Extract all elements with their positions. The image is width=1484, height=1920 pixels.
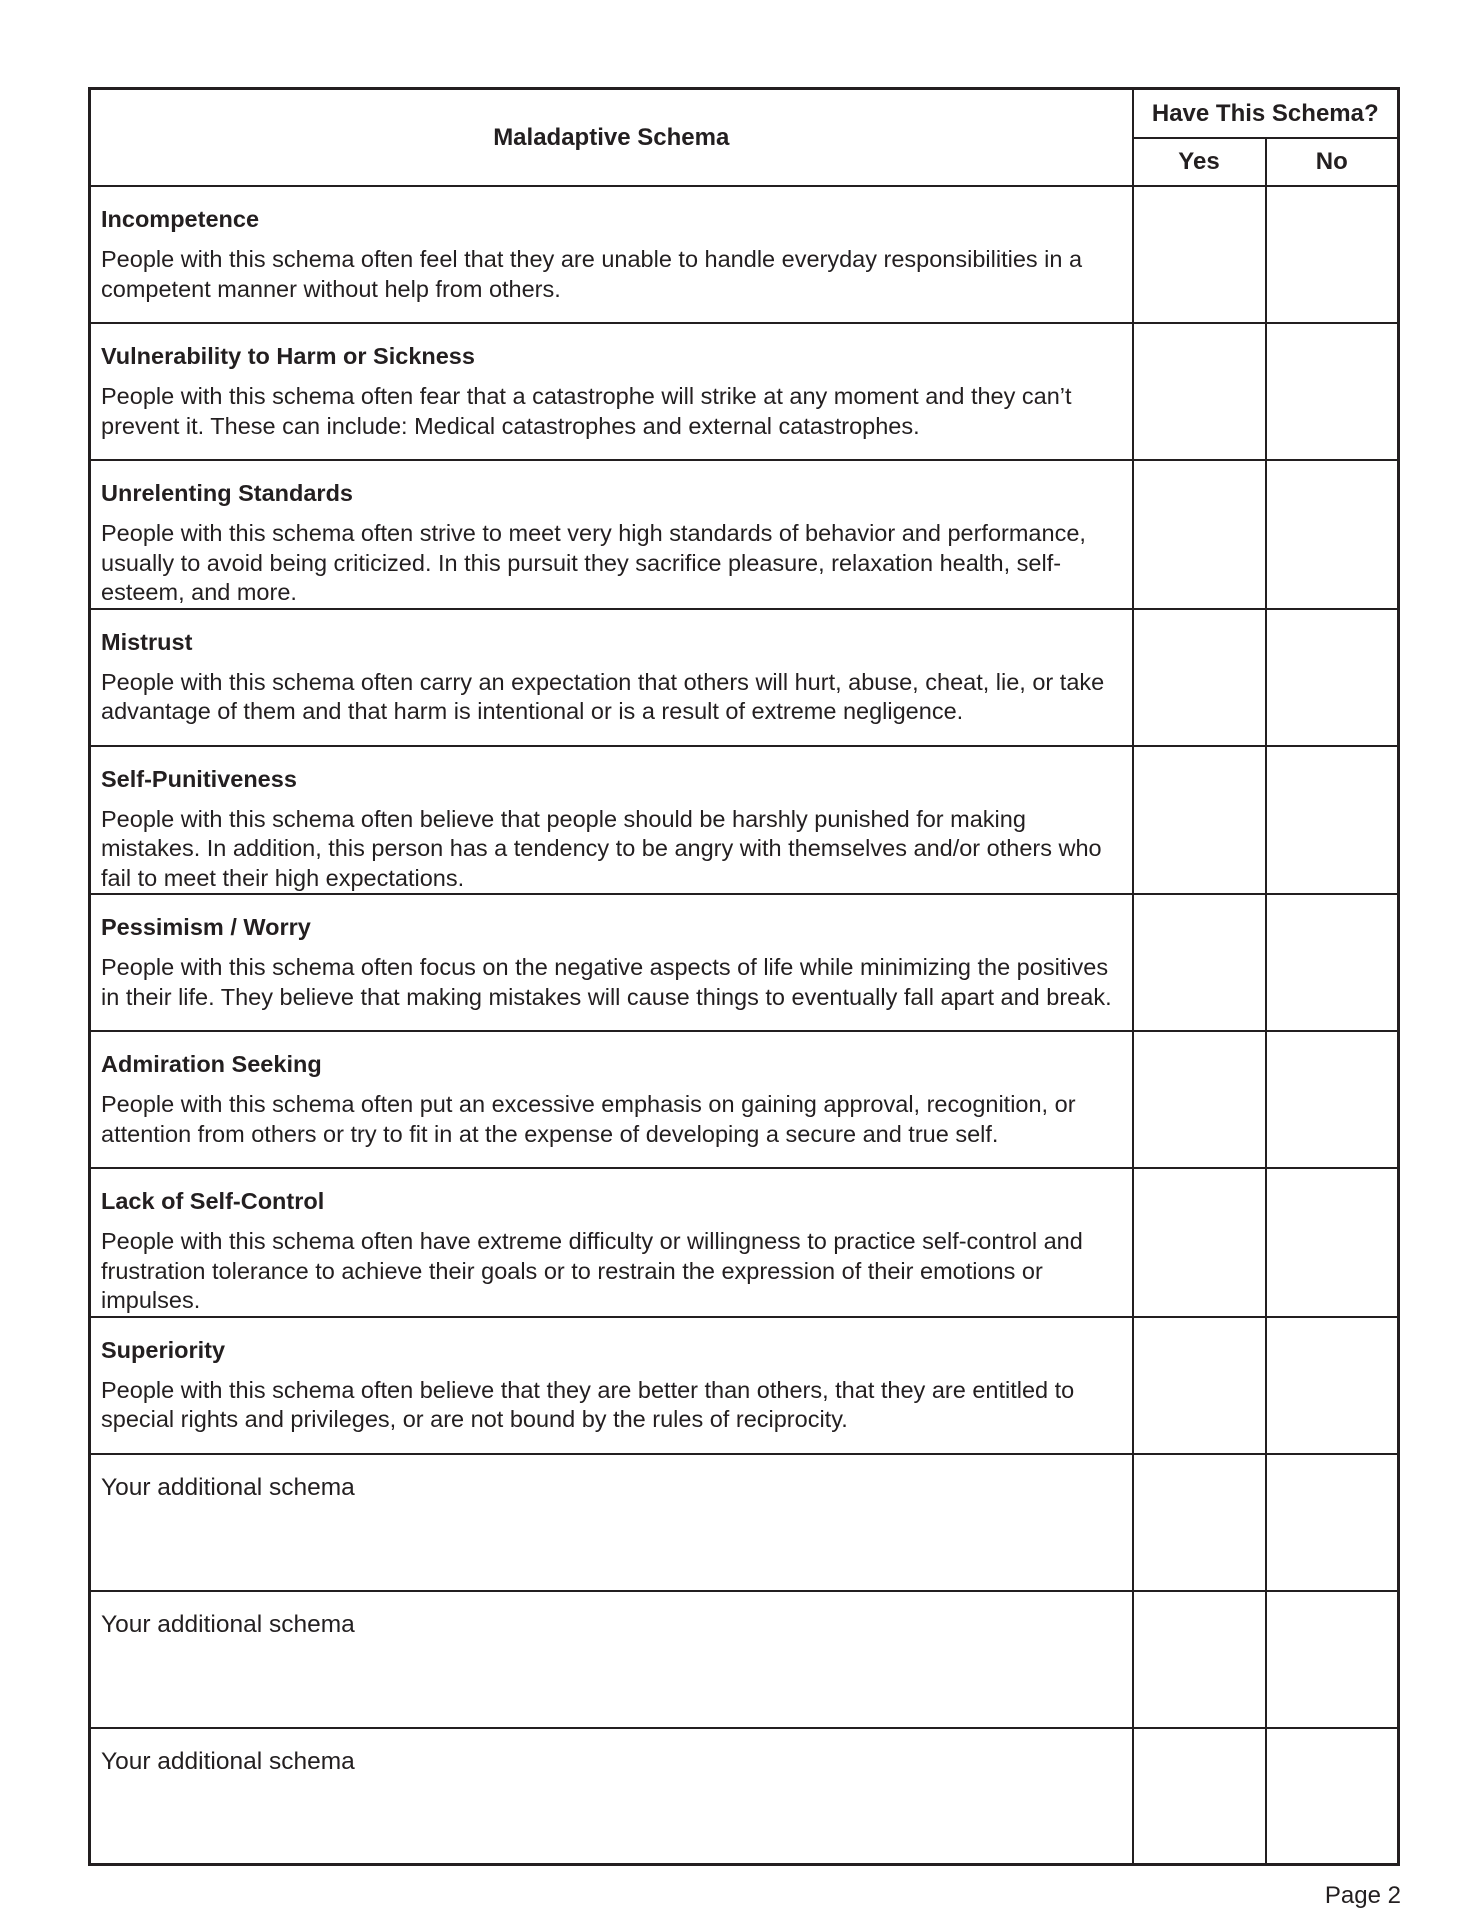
no-checkbox-cell[interactable] xyxy=(1266,186,1399,323)
schema-description-cell xyxy=(90,1168,1133,1317)
yes-checkbox-cell[interactable] xyxy=(1133,460,1266,609)
schema-checklist-table xyxy=(88,87,1400,1866)
no-checkbox-cell[interactable] xyxy=(1266,746,1399,895)
no-checkbox-cell[interactable] xyxy=(1266,1317,1399,1454)
schema-text: People with this schema often feel that they are unable to handle everyday responsibilities in a competent manner without help from others. xyxy=(101,246,1083,302)
no-checkbox-cell[interactable] xyxy=(1266,460,1399,609)
yes-checkbox-cell[interactable] xyxy=(1133,323,1266,460)
additional-schema-field[interactable] xyxy=(90,1591,1133,1728)
additional-schema-label: Your additional schema xyxy=(101,1473,355,1501)
schema-row-mistrust xyxy=(90,609,1399,746)
schema-row-incompetence xyxy=(90,186,1399,323)
schema-text: People with this schema often believe that they are better than others, that they are entitled to special rights and privileges, or are not bound by the rules of reciprocity. xyxy=(101,1376,1075,1432)
schema-title: Incompetence xyxy=(101,206,260,232)
yes-checkbox-cell[interactable] xyxy=(1133,186,1266,323)
schema-title: Lack of Self-Control xyxy=(101,1188,325,1214)
schema-text: People with this schema often believe that people should be harshly punished for making mistakes. In addition, this person has a tendency to be angry with themselves and/or others who fail to meet their high expectations. xyxy=(101,805,1102,891)
schema-row-vulnerability xyxy=(90,323,1399,460)
additional-schema-row xyxy=(90,1591,1399,1728)
schema-description-cell xyxy=(90,323,1133,460)
schema-row-lack-of-self-control xyxy=(90,1168,1399,1317)
additional-schema-field[interactable] xyxy=(90,1454,1133,1591)
no-column-header: No xyxy=(1266,138,1399,186)
schema-description-cell xyxy=(90,460,1133,609)
schema-description-cell xyxy=(90,186,1133,323)
schema-title: Self-Punitiveness xyxy=(101,765,297,792)
no-checkbox-cell[interactable] xyxy=(1266,1031,1399,1168)
schema-text: People with this schema often strive to meet very high standards of behavior and performance, usually to avoid being criticized. In this pursuit they sacrifice pleasure, relaxation health, self-esteem, and more. xyxy=(101,520,1086,605)
schema-description-cell xyxy=(90,1317,1133,1454)
schema-row-superiority xyxy=(90,1317,1399,1454)
schema-description-cell xyxy=(90,609,1133,746)
no-checkbox-cell[interactable] xyxy=(1266,1454,1399,1591)
schema-text: People with this schema often fear that a catastrophe will strike at any moment and they can’t prevent it. These can include: Medical catastrophes and external catastrophes. xyxy=(101,383,1072,439)
have-this-schema-header: Have This Schema? xyxy=(1133,89,1399,139)
additional-schema-field[interactable] xyxy=(90,1728,1133,1865)
no-checkbox-cell[interactable] xyxy=(1266,1728,1399,1865)
no-checkbox-cell[interactable] xyxy=(1266,609,1399,746)
additional-schema-row xyxy=(90,1454,1399,1591)
yes-checkbox-cell[interactable] xyxy=(1133,1728,1266,1865)
yes-checkbox-cell[interactable] xyxy=(1133,1031,1266,1168)
additional-schema-row xyxy=(90,1728,1399,1865)
no-checkbox-cell[interactable] xyxy=(1266,1591,1399,1728)
schema-title: Mistrust xyxy=(101,628,193,655)
yes-checkbox-cell[interactable] xyxy=(1133,609,1266,746)
schema-title: Unrelenting Standards xyxy=(101,480,354,506)
yes-checkbox-cell[interactable] xyxy=(1133,1317,1266,1454)
schema-title: Admiration Seeking xyxy=(101,1051,322,1077)
yes-checkbox-cell[interactable] xyxy=(1133,1454,1266,1591)
schema-text: People with this schema often have extreme difficulty or willingness to practice self-control and frustration tolerance to achieve their goals or to restrain the expression of their emotions or impulses. xyxy=(101,1228,1083,1313)
schema-description-cell xyxy=(90,746,1133,895)
schema-title: Pessimism / Worry xyxy=(101,914,311,940)
schema-row-self-punitiveness xyxy=(90,746,1399,895)
schema-description-cell xyxy=(90,1031,1133,1168)
schema-text: People with this schema often put an excessive emphasis on gaining approval, recognition, or attention from others or try to fit in at the expense of developing a secure and true self. xyxy=(101,1091,1076,1147)
schema-row-pessimism-worry xyxy=(90,894,1399,1031)
no-checkbox-cell[interactable] xyxy=(1266,894,1399,1031)
additional-schema-label: Your additional schema xyxy=(101,1747,355,1775)
schema-text: People with this schema often focus on the negative aspects of life while minimizing the positives in their life. They believe that making mistakes will cause things to eventually fall apart and break. xyxy=(101,954,1112,1010)
yes-checkbox-cell[interactable] xyxy=(1133,1591,1266,1728)
yes-checkbox-cell[interactable] xyxy=(1133,746,1266,895)
schema-text: People with this schema often carry an expectation that others will hurt, abuse, cheat, lie, or take advantage of them and that harm is intentional or is a result of extreme negligence. xyxy=(101,668,1105,724)
additional-schema-label: Your additional schema xyxy=(101,1610,355,1638)
schema-title: Superiority xyxy=(101,1336,226,1363)
yes-checkbox-cell[interactable] xyxy=(1133,894,1266,1031)
yes-checkbox-cell[interactable] xyxy=(1133,1168,1266,1317)
schema-row-unrelenting-standards xyxy=(90,460,1399,609)
schema-row-admiration-seeking xyxy=(90,1031,1399,1168)
no-checkbox-cell[interactable] xyxy=(1266,1168,1399,1317)
maladaptive-schema-header: Maladaptive Schema xyxy=(90,89,1133,187)
no-checkbox-cell[interactable] xyxy=(1266,323,1399,460)
schema-title: Vulnerability to Harm or Sickness xyxy=(101,343,475,369)
yes-column-header: Yes xyxy=(1133,138,1266,186)
page-number: Page 2 xyxy=(1324,1882,1401,1909)
schema-description-cell xyxy=(90,894,1133,1031)
